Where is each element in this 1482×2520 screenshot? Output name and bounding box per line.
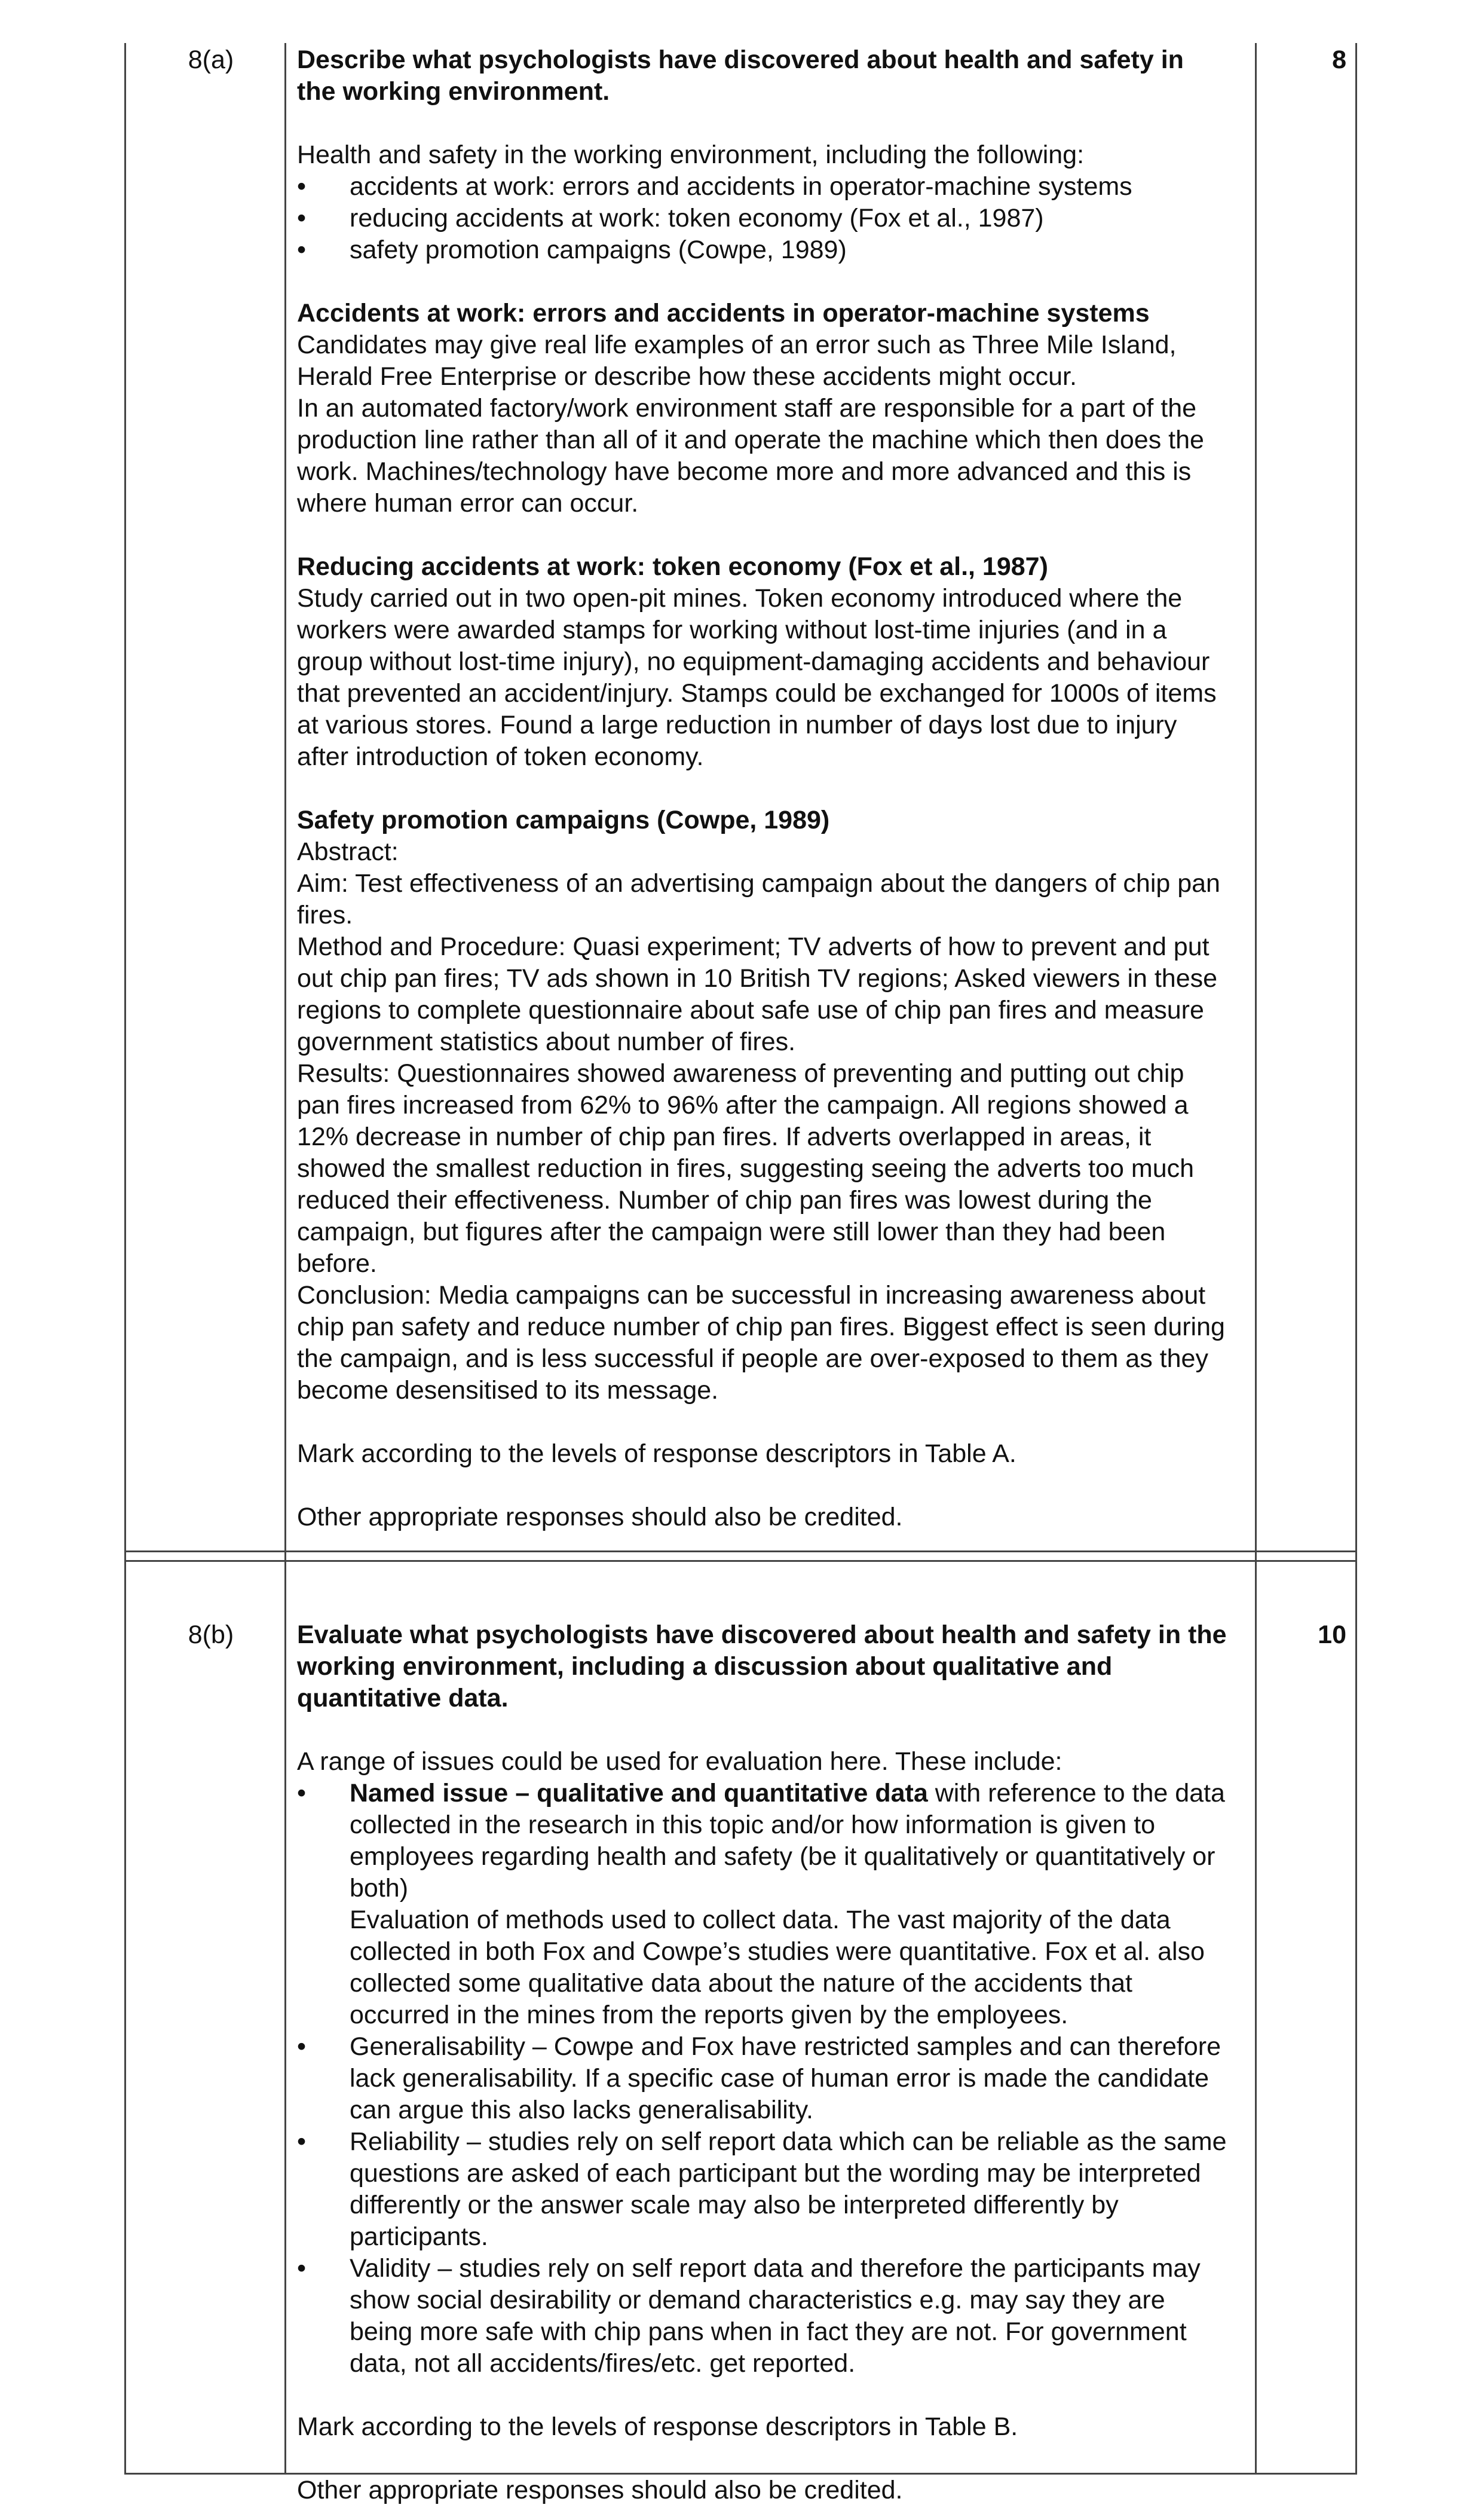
mark-scheme-table [124, 43, 1357, 2504]
credit-note: Other appropriate responses should also be credited. [297, 1503, 903, 1531]
list-item: • accidents at work: errors and accidents in operator-machine systems [297, 171, 1229, 203]
paragraph: Study carried out in two open-pit mines. Token economy introduced where the workers were awarded stamps for working without lost-time injuries (and in a group without lost-time injury), no equipment-damaging accidents and behaviour that prevented an accident/injury. Stamps could be exchanged for 1000s of items at various stores. Found a large reduction in number of days lost due to injury after introduction of token economy. [297, 584, 1217, 771]
bullet-icon: • [297, 2127, 307, 2156]
question-content [297, 44, 1229, 1533]
bullet-icon: • [297, 2032, 307, 2061]
marks-value: 10 [1318, 1620, 1346, 1649]
paragraph: Abstract: [297, 837, 399, 866]
paragraph: Conclusion: Media campaigns can be successful in increasing awareness about chip pan safety and reduce number of chip pan fires. Biggest effect is seen during the campaign, and is less successful if people are over-exposed to them as they become desensitised to its message. [297, 1281, 1225, 1405]
list-item: • Named issue – qualitative and quantitative data with reference to the data collected in the research in this topic and/or how information is given to employees regarding health and safety (be it qualitatively or quantitatively or both) Evaluation of methods used to collect data. The vast majority of the data collected in both Fox and Cowpe’s studies were quantitative. Fox et al. also collected some qualitative data about the nature of the accidents that occurred in the mines from the reports given by the employees. [297, 1779, 1225, 2029]
section-heading: Safety promotion campaigns (Cowpe, 1989) [297, 806, 830, 834]
intro-text: A range of issues could be used for evaluation here. These include: [297, 1747, 1062, 1776]
paragraph: Aim: Test effectiveness of an advertising campaign about the dangers of chip pan fires. [297, 869, 1220, 929]
section-heading: Accidents at work: errors and accidents in operator-machine systems [297, 299, 1150, 328]
evaluation-list [297, 1778, 1229, 2380]
bullet-icon: • [297, 204, 307, 233]
table-row [124, 43, 1357, 1550]
paragraph: Candidates may give real life examples of an error such as Three Mile Island, Herald Free Enterprise or describe how these accidents might occur. [297, 331, 1177, 391]
paragraph: In an automated factory/work environment staff are responsible for a part of the production line rather than all of it and operate the machine which then does the work. Machines/technology have become more and more advanced and this is where human error can occur. [297, 394, 1204, 518]
bullet-icon: • [297, 236, 307, 264]
list-item: • Generalisability – Cowpe and Fox have restricted samples and can therefore lack generalisability. If a specific case of human error is made the candidate can argue this also lacks generalisability. [297, 2032, 1221, 2124]
question-content [297, 1619, 1229, 2506]
marking-note: Mark according to the levels of response descriptors in Table A. [297, 1439, 1016, 1468]
paragraph: Method and Procedure: Quasi experiment; TV adverts of how to prevent and put out chip pan fires; TV ads shown in 10 British TV regions; Asked viewers in these regions to complete questionnaire about safe use of chip pan fires and measure government statistics about number of fires. [297, 932, 1218, 1056]
table-row [124, 1562, 1357, 2504]
question-title: Evaluate what psychologists have discovered about health and safety in the working environment, including a discussion about qualitative and quantitative data. [297, 1620, 1227, 1712]
question-number: 8(a) [188, 45, 234, 74]
topic-list [297, 171, 1229, 266]
section-heading: Reducing accidents at work: token economy (Fox et al., 1987) [297, 552, 1048, 581]
intro-text: Health and safety in the working environment, including the following: [297, 140, 1085, 169]
credit-note: Other appropriate responses should also be credited. [297, 2476, 903, 2504]
row-divider-top [124, 1550, 1357, 1552]
bullet-icon: • [297, 2254, 307, 2283]
marks-value: 8 [1332, 45, 1346, 74]
list-item: • safety promotion campaigns (Cowpe, 1989) [297, 234, 1229, 266]
question-title: Describe what psychologists have discovered about health and safety in the working environment. [297, 45, 1184, 106]
marking-note: Mark according to the levels of response descriptors in Table B. [297, 2412, 1018, 2441]
question-number: 8(b) [188, 1620, 234, 1649]
list-item: • Reliability – studies rely on self report data which can be reliable as the same questions are asked of each participant but the wording may be interpreted differently or the answer scale may also be interpreted differently by participants. [297, 2127, 1227, 2251]
paragraph: Results: Questionnaires showed awareness of preventing and putting out chip pan fires increased from 62% to 96% after the campaign. All regions showed a 12% decrease in number of chip pan fires. If adverts overlapped in areas, it showed the smallest reduction in fires, suggesting seeing the adverts too much reduced their effectiveness. Number of chip pan fires was lowest during the campaign, but figures after the campaign were still lower than they had been before. [297, 1059, 1195, 1278]
list-item: • reducing accidents at work: token economy (Fox et al., 1987) [297, 203, 1229, 234]
bullet-icon: • [297, 1779, 307, 1808]
list-item: • Validity – studies rely on self report data and therefore the participants may show social desirability or demand characteristics e.g. may say they are being more safe with chip pans when in fact they are not. For government data, not all accidents/fires/etc. get reported. [297, 2254, 1201, 2378]
bullet-icon: • [297, 172, 307, 201]
